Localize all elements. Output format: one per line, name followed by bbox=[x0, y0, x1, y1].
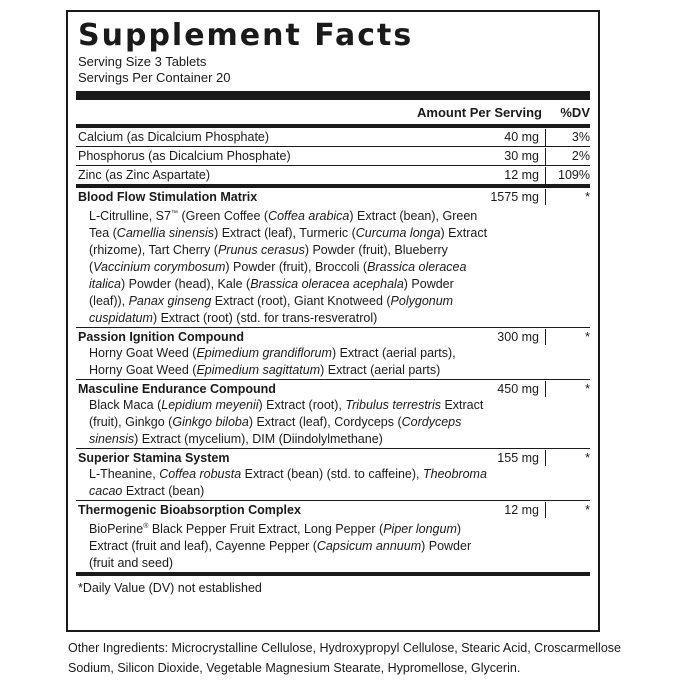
blend-amount: 155 mg bbox=[449, 450, 546, 466]
panel-title: Supplement Facts bbox=[78, 18, 414, 53]
column-header bbox=[76, 100, 590, 124]
blend-ingredients: BioPerine® Black Pepper Fruit Extract, Long Pepper (Piper longum) Extract (fruit and leaf), Cayenne Pepper (Capsicum annuum) Powder (fruit and seed) bbox=[89, 522, 472, 571]
blend-section bbox=[76, 380, 590, 448]
other-ingredients: Other Ingredients: Microcrystalline Cellulose, Hydroxypropyl Cellulose, Stearic Acid, Croscarmellose Sodium, Silicon Dioxide, Vegetable Magnesium Stearate, Hypromellose, Glycerin. bbox=[68, 641, 621, 675]
nutrient-row bbox=[76, 166, 590, 184]
blend-amount: 300 mg bbox=[449, 329, 546, 345]
blend-name: Thermogenic Bioabsorption Complex bbox=[78, 503, 301, 518]
nutrient-dv: 3% bbox=[571, 129, 590, 144]
blend-name: Blood Flow Stimulation Matrix bbox=[78, 190, 258, 204]
nutrient-dv: 109% bbox=[558, 167, 590, 182]
supplement-facts-panel bbox=[66, 10, 600, 632]
nutrient-name: Zinc (as Zinc Aspartate) bbox=[78, 167, 210, 182]
blend-ingredients: L-Theanine, Coffea robusta Extract (bean) (std. to caffeine), Theobroma cacao Extract (bean) bbox=[89, 467, 487, 499]
blend-name: Masculine Endurance Compound bbox=[78, 382, 276, 397]
blend-section bbox=[76, 501, 590, 572]
blend-section bbox=[76, 188, 590, 327]
blend-dv: * bbox=[585, 503, 590, 518]
nutrient-name: Phosphorus (as Dicalcium Phosphate) bbox=[78, 148, 291, 163]
serving-size: Serving Size 3 Tablets bbox=[78, 54, 207, 69]
blend-amount: 12 mg bbox=[449, 502, 546, 518]
blend-dv: * bbox=[585, 330, 590, 345]
blend-ingredients: Black Maca (Lepidium meyenii) Extract (root), Tribulus terrestris Extract (fruit), Ginkgo (Ginkgo biloba) Extract (leaf), Cordyceps (Cordyceps sinensis) Extract (mycelium), DIM (Diindolylmethane) bbox=[89, 398, 484, 447]
servings-per-container: Servings Per Container 20 bbox=[78, 70, 231, 85]
blend-header bbox=[76, 502, 590, 518]
blend-dv: * bbox=[585, 382, 590, 397]
blend-section bbox=[76, 449, 590, 500]
blend-ingredients: L-Citrulline, S7™ (Green Coffee (Coffea arabica) Extract (bean), Green Tea (Camellia sinensis) Extract (leaf), Turmeric (Curcuma longa) Extract (rhizome), Tart Cherry (Prunus cerasus) Powder (fruit), Blueberry (Vaccinium corymbosum) Powder (fruit), Broccoli (Brassica oleracea italica) Powder (head), Kale (Brassica oleracea acephala) Powder (leaf)), Panax ginseng Extract (root), Giant Knotweed (Polygonum cuspidatum) Extract (root) (std. for trans-resveratrol) bbox=[89, 209, 488, 326]
blend-name: Superior Stamina System bbox=[78, 451, 230, 466]
nutrient-row bbox=[76, 128, 590, 146]
nutrient-list bbox=[76, 128, 590, 184]
blend-dv: * bbox=[585, 190, 590, 204]
blend-header bbox=[76, 189, 590, 205]
blend-section bbox=[76, 328, 590, 379]
nutrient-row bbox=[76, 147, 590, 165]
blend-dv: * bbox=[585, 451, 590, 466]
blend-ingredients: Horny Goat Weed (Epimedium grandiflorum) Extract (aerial parts), Horny Goat Weed (Epimedium sagittatum) Extract (aerial parts) bbox=[89, 346, 456, 378]
blend-header bbox=[76, 329, 590, 345]
blend-header bbox=[76, 381, 590, 397]
dv-header: %DV bbox=[560, 104, 590, 120]
blend-name: Passion Ignition Compound bbox=[78, 330, 244, 345]
nutrient-amount: 12 mg bbox=[449, 167, 546, 184]
divider-thick bbox=[76, 91, 590, 100]
nutrient-dv: 2% bbox=[571, 148, 590, 163]
nutrient-amount: 40 mg bbox=[449, 129, 546, 146]
blend-header bbox=[76, 450, 590, 466]
footnote: *Daily Value (DV) not established bbox=[78, 581, 262, 596]
nutrient-amount: 30 mg bbox=[449, 148, 546, 165]
nutrient-name: Calcium (as Dicalcium Phosphate) bbox=[78, 129, 270, 144]
blend-list bbox=[76, 188, 590, 572]
blend-amount: 450 mg bbox=[449, 381, 546, 397]
amount-header: Amount Per Serving bbox=[417, 104, 542, 120]
blend-amount: 1575 mg bbox=[449, 189, 546, 205]
